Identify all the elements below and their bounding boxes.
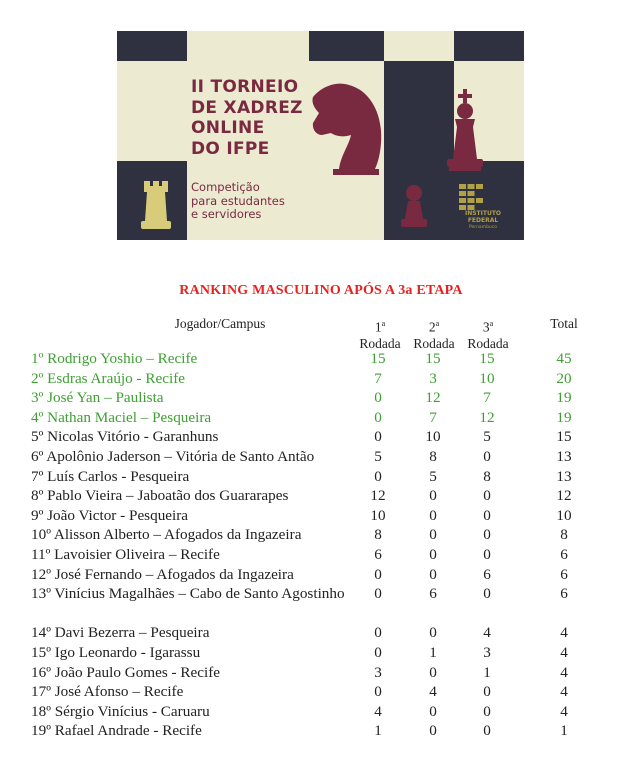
player-name: 2º Esdras Araújo - Recife (31, 369, 186, 387)
table-row (0, 525, 642, 545)
round-3-score: 1 (483, 663, 491, 681)
player-name: 1º Rodrigo Yoshio – Recife (31, 350, 198, 367)
total-score: 4 (560, 663, 568, 681)
total-score: 19 (556, 408, 572, 426)
table-row (0, 427, 642, 447)
total-score: 10 (556, 506, 572, 524)
tournament-banner (117, 31, 524, 240)
player-name: 16º João Paulo Gomes - Recife (31, 663, 221, 681)
round-1-score: 5 (374, 447, 382, 465)
table-row (0, 545, 642, 565)
player-name: 9º João Victor - Pesqueira (31, 506, 189, 524)
round-2-score: 6 (429, 585, 437, 603)
table-row (0, 467, 642, 487)
round-2-score: 0 (429, 545, 437, 563)
total-score: 20 (556, 369, 572, 387)
player-name: 7º Luís Carlos - Pesqueira (31, 467, 190, 485)
round-1-score: 0 (374, 585, 382, 603)
table-row (0, 643, 642, 663)
table-row (0, 721, 642, 741)
header-round-word: Rodada (467, 335, 509, 351)
round-2-score: 0 (429, 565, 437, 583)
player-name: 13º Vinícius Magalhães – Cabo de Santo Agostinho (31, 585, 345, 603)
round-1-score: 0 (374, 408, 382, 426)
round-2-score: 0 (429, 624, 437, 642)
round-1-score: 6 (374, 545, 382, 563)
round-1-score: 0 (374, 565, 382, 583)
player-name: 4º Nathan Maciel – Pesqueira (31, 408, 212, 426)
player-name: 5º Nicolas Vitório - Garanhuns (31, 428, 219, 446)
total-score: 6 (560, 585, 568, 603)
round-1-score: 12 (370, 487, 386, 505)
round-2-score: 12 (425, 389, 441, 407)
total-score: 15 (556, 428, 572, 446)
round-3-score: 8 (483, 467, 491, 485)
player-name: 12º José Fernando – Afogados da Ingazeira (31, 565, 294, 583)
if-logo-line: FEDERAL (467, 216, 499, 224)
header-total: Total (550, 316, 578, 331)
total-score: 12 (556, 487, 572, 505)
instituto-federal-logo (459, 184, 507, 232)
banner-subtitle-line: e servidores (191, 207, 262, 221)
round-2-score: 7 (429, 408, 437, 426)
total-score: 4 (560, 702, 568, 720)
banner-subtitle-line: Competição (191, 180, 260, 194)
table-row (0, 623, 642, 643)
round-3-score: 5 (483, 428, 491, 446)
total-score: 45 (556, 350, 572, 367)
round-1-score: 0 (374, 624, 382, 642)
round-2-score: 1 (429, 643, 437, 661)
round-3-score: 0 (483, 487, 491, 505)
banner-title-line: DE XADREZ (191, 97, 303, 118)
player-name: 18º Sérgio Vinícius - Caruaru (31, 702, 210, 720)
total-score: 4 (560, 683, 568, 701)
total-score: 1 (560, 722, 568, 740)
round-3-score: 0 (483, 447, 491, 465)
round-3-score: 0 (483, 526, 491, 544)
round-1-score: 3 (374, 663, 382, 681)
banner-title (191, 77, 303, 159)
round-3-score: 4 (483, 624, 491, 642)
header-round-sup: a (381, 319, 386, 328)
round-2-score: 0 (429, 663, 437, 681)
player-name: 10º Alisson Alberto – Afogados da Ingazeira (31, 526, 302, 544)
table-row (0, 565, 642, 585)
header-round-number: 3 (482, 319, 490, 335)
table-row (0, 369, 642, 389)
header-round-number: 1 (374, 319, 382, 335)
table-row (0, 682, 642, 702)
round-2-score: 4 (429, 683, 437, 701)
total-score: 6 (560, 565, 568, 583)
player-name: 6º Apolônio Jaderson – Vitória de Santo Antão (31, 447, 315, 465)
round-3-score: 0 (483, 545, 491, 563)
if-logo-campus: Pernambuco (468, 225, 498, 230)
round-1-score: 0 (374, 467, 382, 485)
round-3-score: 0 (483, 585, 491, 603)
total-score: 8 (560, 526, 568, 544)
round-3-score: 6 (483, 565, 491, 583)
round-3-score: 10 (479, 369, 495, 387)
if-logo-text (459, 211, 507, 224)
table-row (0, 506, 642, 526)
total-score: 4 (560, 624, 568, 642)
round-2-score: 15 (425, 350, 441, 367)
table-row (0, 702, 642, 722)
header-round-3 (463, 316, 513, 352)
round-1-score: 7 (374, 369, 382, 387)
total-score: 19 (556, 389, 572, 407)
table-row (0, 584, 642, 623)
round-3-score: 0 (483, 683, 491, 701)
ranking-title: RANKING MASCULINO APÓS A 3a ETAPA (179, 283, 463, 298)
round-2-score: 0 (429, 487, 437, 505)
round-2-score: 0 (429, 526, 437, 544)
round-2-score: 0 (429, 722, 437, 740)
header-round-word: Rodada (413, 335, 455, 351)
total-score: 13 (556, 447, 572, 465)
table-row (0, 447, 642, 467)
round-3-score: 3 (483, 643, 491, 661)
round-1-score: 0 (374, 683, 382, 701)
table-row (0, 388, 642, 408)
round-2-score: 3 (429, 369, 437, 387)
banner-title-line: DO IFPE (191, 138, 270, 159)
round-2-score: 0 (429, 506, 437, 524)
table-row (0, 349, 642, 369)
round-3-score: 12 (479, 408, 495, 426)
total-score: 13 (556, 467, 572, 485)
round-3-score: 0 (483, 722, 491, 740)
table-row (0, 408, 642, 428)
header-round-number: 2 (428, 319, 436, 335)
player-name: 19º Rafael Andrade - Recife (31, 722, 202, 740)
player-name: 15º Igo Leonardo - Igarassu (31, 643, 201, 661)
player-name: 8º Pablo Vieira – Jaboatão dos Guararapes (31, 487, 289, 505)
round-1-score: 0 (374, 428, 382, 446)
round-1-score: 1 (374, 722, 382, 740)
if-logo-grid-icon (459, 184, 483, 210)
round-2-score: 0 (429, 702, 437, 720)
player-name: 11º Lavoisier Oliveira – Recife (31, 545, 220, 563)
player-name: 3º José Yan – Paulista (31, 389, 164, 407)
header-round-sup: a (435, 319, 440, 328)
banner-subtitle-line: para estudantes (191, 193, 285, 208)
round-1-score: 15 (370, 350, 386, 367)
round-2-score: 8 (429, 447, 437, 465)
header-round-2 (409, 316, 459, 352)
round-1-score: 10 (370, 506, 386, 524)
banner-title-line: ONLINE (191, 118, 265, 138)
total-score: 6 (560, 545, 568, 563)
round-3-score: 0 (483, 702, 491, 720)
header-round-word: Rodada (359, 335, 401, 351)
round-1-score: 0 (374, 389, 382, 407)
header-player: Jogador/Campus (174, 316, 266, 331)
header-round-1 (355, 316, 405, 352)
player-name: 14º Davi Bezerra – Pesqueira (31, 624, 210, 642)
round-3-score: 15 (479, 350, 495, 367)
total-score: 4 (560, 643, 568, 661)
table-row (0, 486, 642, 506)
round-1-score: 0 (374, 643, 382, 661)
round-2-score: 5 (429, 467, 437, 485)
round-1-score: 4 (374, 702, 382, 720)
round-1-score: 8 (374, 526, 382, 544)
banner-subtitle (191, 181, 285, 222)
if-logo-line: INSTITUTO (464, 210, 502, 217)
round-3-score: 7 (483, 389, 491, 407)
round-2-score: 10 (425, 428, 441, 446)
ranking-table (0, 349, 642, 741)
table-row (0, 663, 642, 683)
player-name: 17º José Afonso – Recife (31, 683, 184, 701)
round-3-score: 0 (483, 506, 491, 524)
header-round-sup: a (489, 319, 494, 328)
banner-title-line: II TORNEIO (191, 77, 299, 97)
